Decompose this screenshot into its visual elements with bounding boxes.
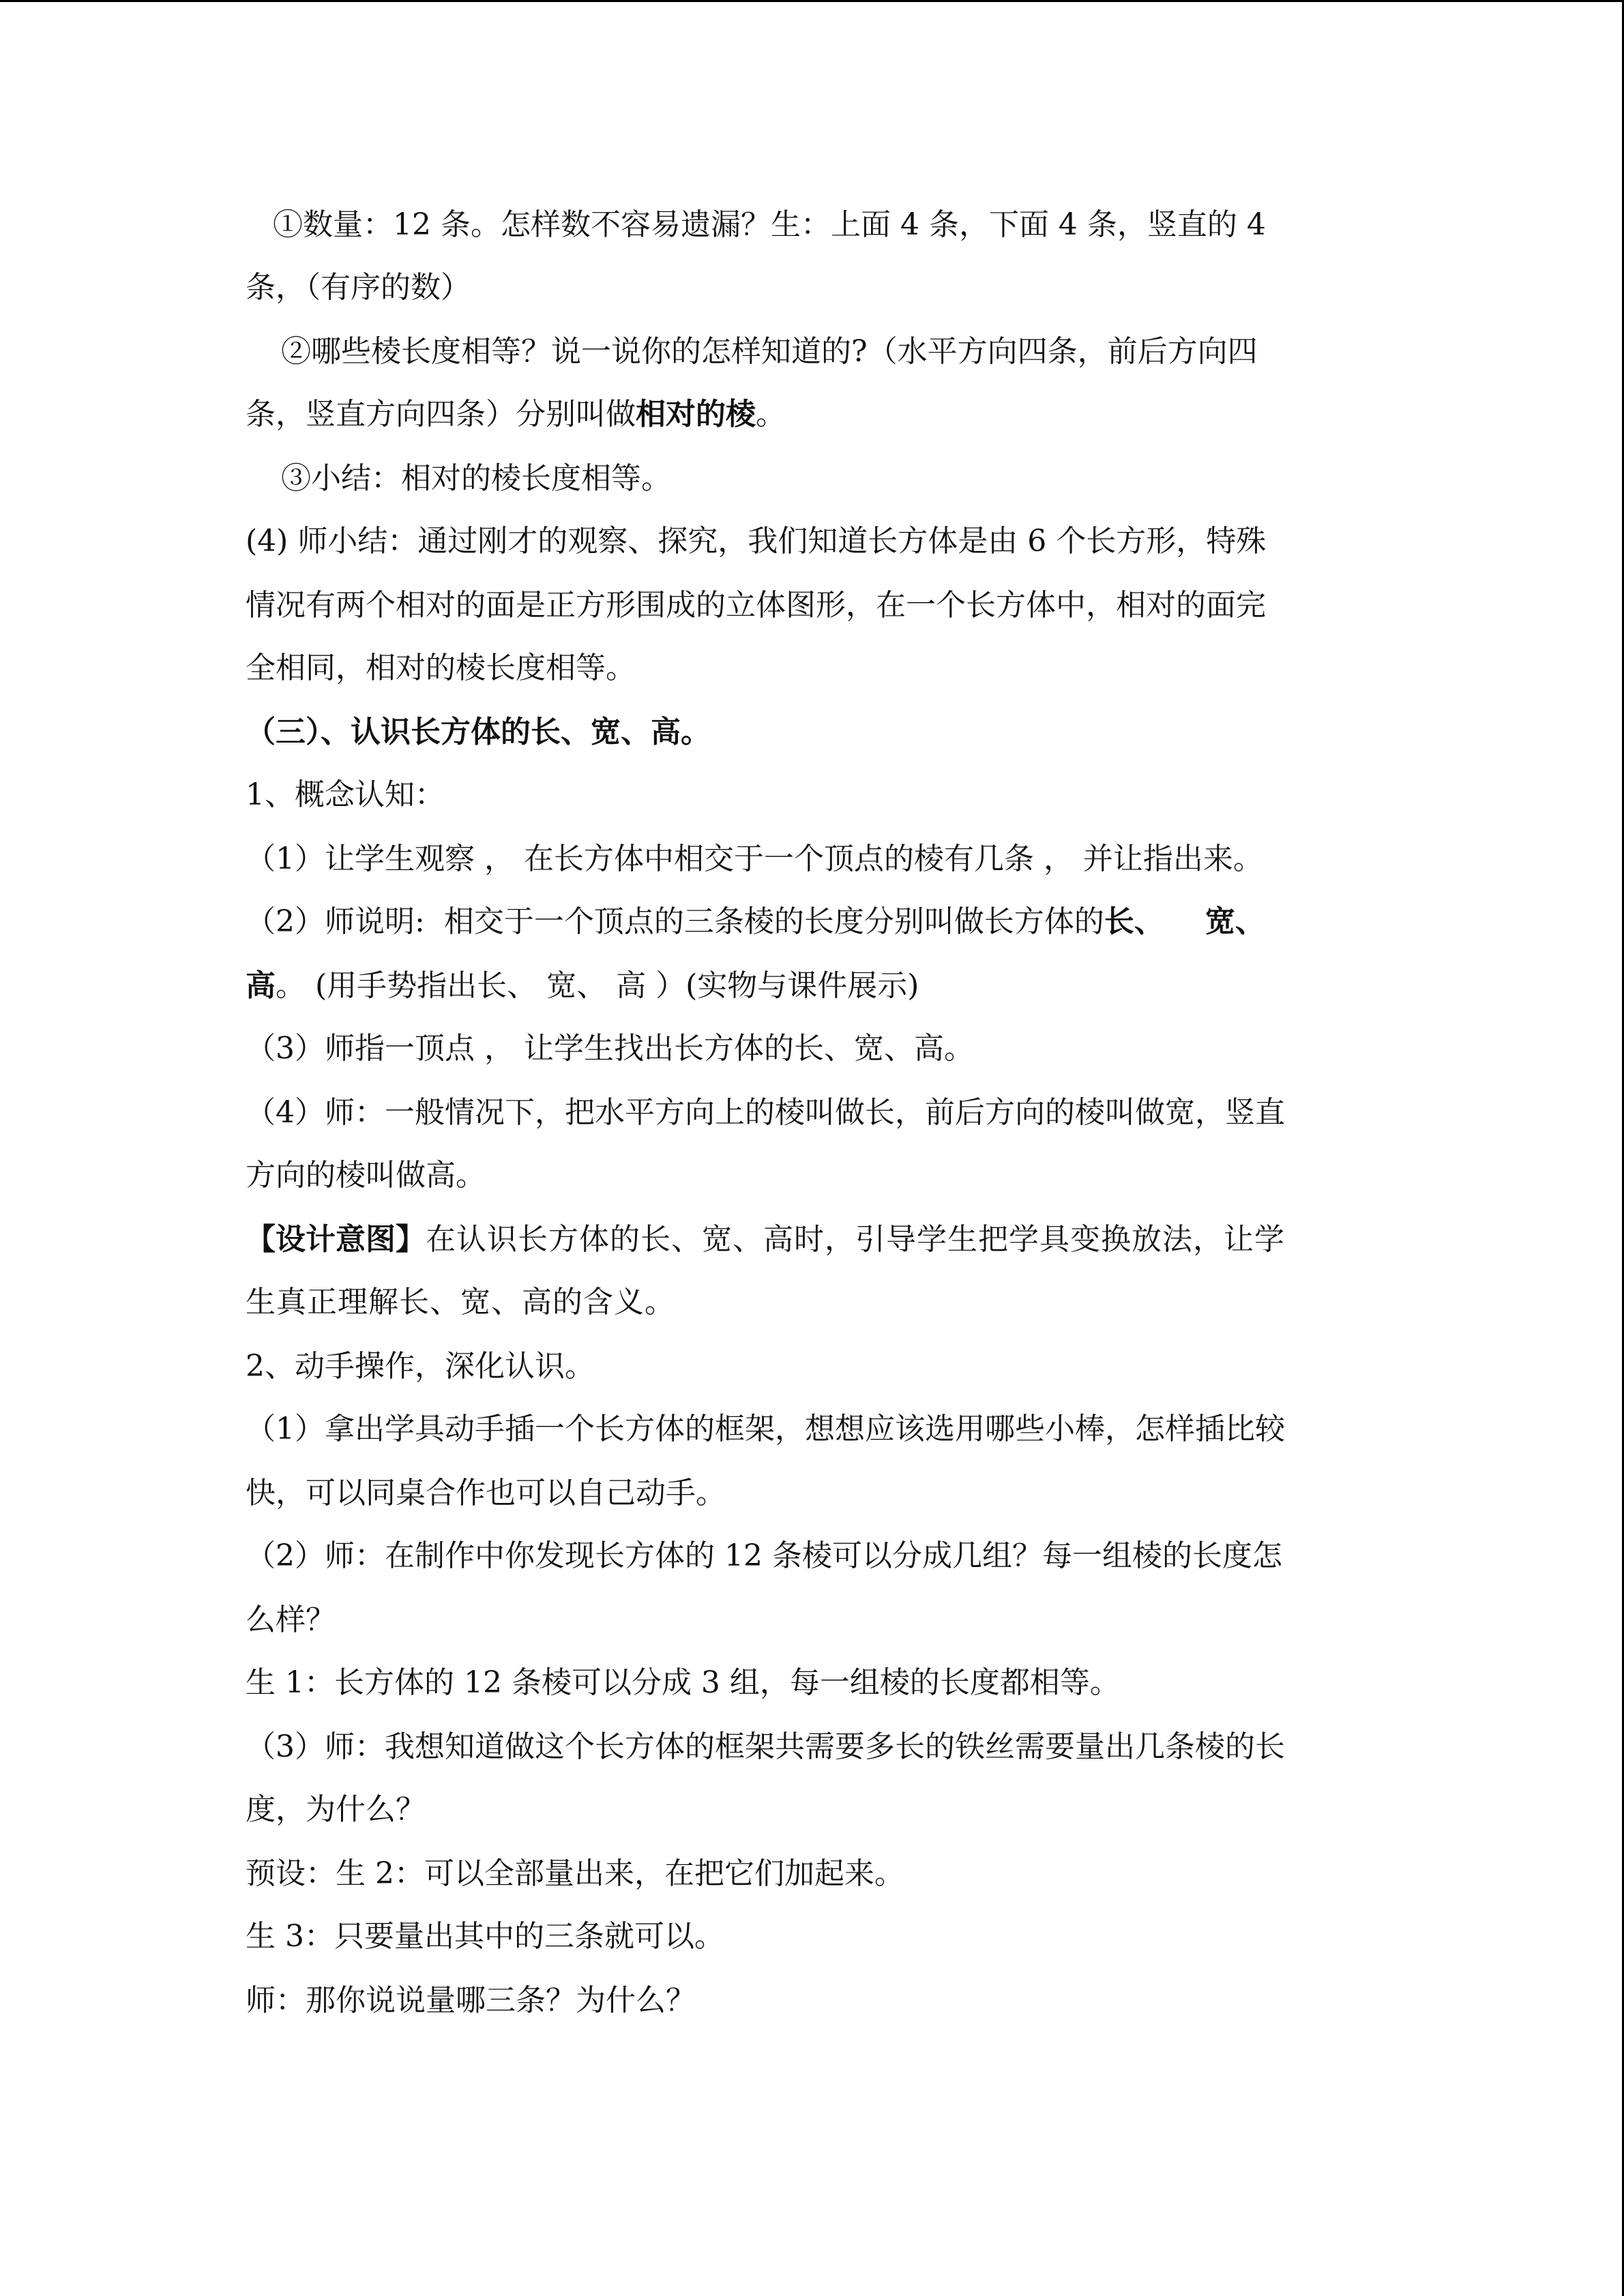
line-text: 在认识长方体的长、宽、高时，引导学生把学具变换放法，让学	[426, 1222, 1285, 1257]
line-text: ②哪些棱长度相等？说一说你的怎样知道的?（水平方向四条，前后方向四	[281, 334, 1258, 369]
line-text: 么样？	[246, 1602, 336, 1637]
line-text: 生真正理解长、宽、高的含义。	[246, 1285, 675, 1320]
paragraph-line	[246, 648, 636, 689]
paragraph-line	[246, 1346, 595, 1387]
line-text: 生 3：只要量出其中的三条就可以。	[246, 1919, 724, 1954]
line-text: 全相同，相对的棱长度相等。	[246, 651, 636, 685]
bold-term: 高	[246, 968, 276, 1003]
paragraph-line	[246, 1727, 1285, 1768]
paragraph-line	[246, 1409, 1285, 1450]
bold-term: 长、	[1104, 904, 1164, 939]
paragraph-line	[246, 585, 1266, 626]
line-text: 相交于一个顶点的三条棱的长度分别叫做长方体的	[443, 904, 1104, 939]
paragraph-line	[246, 1282, 675, 1323]
page-top-border	[0, 0, 1624, 2]
paragraph-line	[246, 839, 1263, 880]
line-text: （2）师：在制作中你发现长方体的 12 条棱可以分成几组？每一组棱的长度怎	[246, 1538, 1282, 1573]
paragraph-line	[246, 394, 786, 435]
line-text: 1、概念认知：	[246, 777, 445, 812]
paragraph-line	[281, 458, 671, 499]
line-text: （三）、认识长方体的长、宽、高。	[246, 715, 711, 749]
paragraph-line	[246, 1092, 1285, 1133]
paragraph-line	[246, 901, 1265, 942]
paragraph-line	[246, 1536, 1282, 1577]
line-text: 师：那你说说量哪三条？为什么？	[246, 1983, 696, 2018]
paragraph-line	[246, 966, 919, 1007]
line-text: （3）师指一顶点 ， 让学生找出长方体的长、宽、高。	[246, 1031, 974, 1066]
paragraph-line	[246, 1789, 426, 1830]
line-text: （1）拿出学具动手插一个长方体的框架，想想应该选用哪些小棒，怎样插比较	[246, 1412, 1285, 1446]
paragraph-line	[246, 1028, 974, 1069]
line-text: ①数量：12 条。怎样数不容易遗漏？生：上面 4 条，下面 4 条，竖直的 4	[273, 207, 1266, 242]
paragraph-line	[246, 1980, 696, 2021]
paragraph-line	[246, 1155, 486, 1196]
paragraph-line	[246, 1219, 1285, 1260]
line-text: （4）师：一般情况下，把水平方向上的棱叫做长，前后方向的棱叫做宽，竖直	[246, 1095, 1285, 1130]
paragraph-line	[246, 1473, 726, 1514]
paragraph-line	[246, 775, 445, 816]
section-heading	[246, 712, 711, 753]
line-text: 度，为什么？	[246, 1792, 426, 1827]
paragraph-line	[273, 205, 1266, 245]
line-text: 快，可以同桌合作也可以自己动手。	[246, 1476, 726, 1510]
paragraph-line	[246, 267, 471, 308]
paragraph-line	[281, 331, 1258, 372]
paragraph-line	[246, 1663, 1120, 1703]
line-text: 生 1：长方体的 12 条棱可以分成 3 组，每一组棱的长度都相等。	[246, 1665, 1120, 1700]
line-text: ③小结：相对的棱长度相等。	[281, 461, 671, 496]
paragraph-line	[246, 1916, 724, 1957]
line-text: 条，竖直方向四条）分别叫做	[246, 397, 636, 432]
paragraph-line	[246, 521, 1266, 562]
line-text: 。 (用手势指出长、 宽、 高 ）(实物与课件展示)	[276, 968, 919, 1003]
line-text: 情况有两个相对的面是正方形围成的立体图形，在一个长方体中，相对的面完	[246, 588, 1266, 623]
line-text: （3）师：我想知道做这个长方体的框架共需要多长的铁丝需要量出几条棱的长	[246, 1729, 1285, 1764]
line-text: （2）师说明:	[246, 904, 425, 939]
line-text: （1）让学生观察 ， 在长方体中相交于一个顶点的棱有几条 ， 并让指出来。	[246, 841, 1263, 876]
bold-term: 相对的棱	[636, 397, 756, 432]
design-intent-label: 【设计意图】	[246, 1222, 426, 1257]
line-text: 条，（有序的数）	[246, 270, 471, 305]
line-text: 预设：生 2：可以全部量出来，在把它们加起来。	[246, 1856, 904, 1891]
line-text: 。	[756, 397, 786, 432]
bold-term: 宽、	[1205, 904, 1265, 939]
line-text: (4) 师小结：通过刚才的观察、探究，我们知道长方体是由 6 个长方形，特殊	[246, 524, 1267, 558]
line-text: 方向的棱叫做高。	[246, 1158, 486, 1193]
paragraph-line	[246, 1853, 904, 1894]
paragraph-line	[246, 1600, 336, 1641]
line-text: 2、动手操作，深化认识。	[246, 1349, 595, 1384]
